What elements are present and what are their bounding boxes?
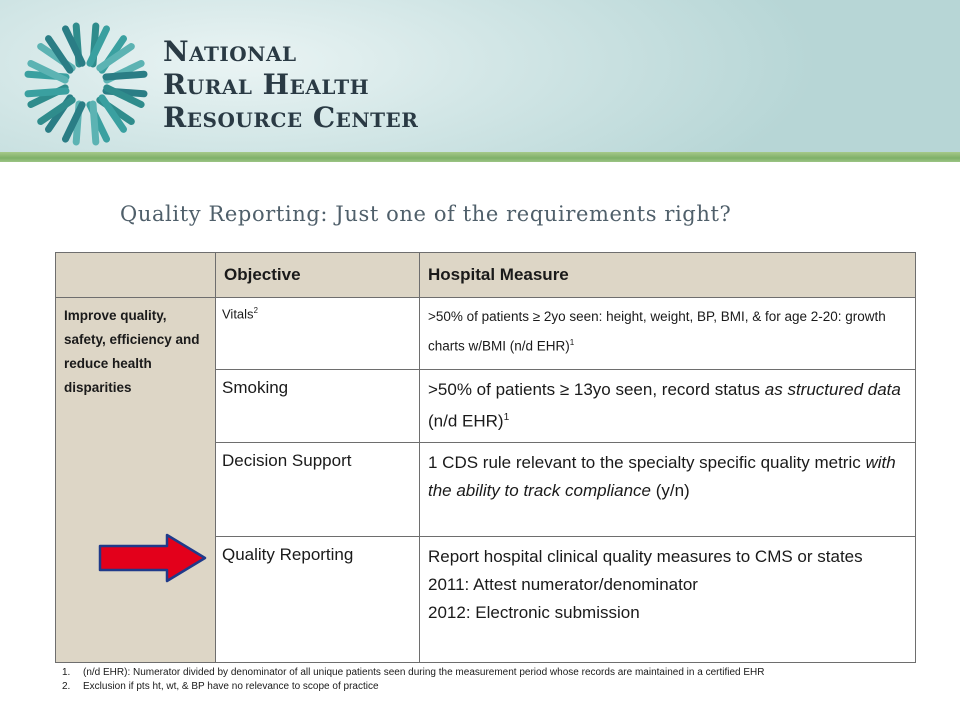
banner-stripe xyxy=(0,152,960,162)
org-line-1: National xyxy=(163,35,297,68)
logo-spoke xyxy=(106,74,144,77)
footnote-text: (n/d EHR): Numerator divided by denominator of all unique patients seen during the measurement period whose records are maintained in a certified EHR xyxy=(83,667,765,678)
footnote-number: 1. xyxy=(62,667,71,678)
logo-spoke xyxy=(93,104,96,142)
goal-cell xyxy=(56,298,216,663)
footnotes xyxy=(62,666,842,694)
slide-title: Quality Reporting: Just one of the requirements right? xyxy=(120,202,732,226)
measure-tail: (y/n) xyxy=(651,480,690,500)
measure-text: >50% of patients ≥ 2yo seen: height, weight, BP, BMI, & for age 2-20: growth charts w/BMI (n/d EHR) xyxy=(428,309,886,354)
table-header-row xyxy=(56,253,916,298)
goal-text: Improve quality, safety, efficiency and reduce health disparities xyxy=(64,308,200,395)
measure-line: Report hospital clinical quality measures to CMS or states xyxy=(428,546,863,566)
objective-cell xyxy=(216,442,420,536)
organization-name xyxy=(163,35,419,137)
measure-cell xyxy=(420,442,916,536)
objective-cell xyxy=(216,370,420,443)
measure-emphasis: with the ability to track compliance xyxy=(428,452,896,500)
right-arrow-icon xyxy=(97,532,209,584)
objective-text: Decision Support xyxy=(222,450,352,470)
measure-cell xyxy=(420,370,916,443)
measure-text: >50% of patients ≥ 13yo seen, record status xyxy=(428,380,765,399)
objective-text: Smoking xyxy=(222,378,289,397)
logo-spoke xyxy=(28,91,66,94)
measure-tail: (n/d EHR) xyxy=(428,411,504,431)
starburst-logo-icon xyxy=(22,20,150,148)
footnote-number: 2. xyxy=(62,681,71,692)
measure-line: 2011: Attest numerator/denominator xyxy=(428,574,698,594)
column-header-objective: Objective xyxy=(216,253,420,298)
objective-cell xyxy=(216,298,420,370)
measure-text: 1 CDS rule relevant to the specialty specific quality metric xyxy=(428,452,866,472)
measure-cell xyxy=(420,298,916,370)
footnote xyxy=(62,680,842,694)
org-line-2: Rural Health xyxy=(163,68,370,101)
column-header-goal xyxy=(56,253,216,298)
objective-cell xyxy=(216,536,420,662)
table-row xyxy=(56,298,916,370)
footnote xyxy=(62,666,842,680)
org-line-3: Resource Center xyxy=(163,101,419,134)
footnote-ref: 2 xyxy=(253,306,258,315)
footnote-text: Exclusion if pts ht, wt, & BP have no relevance to scope of practice xyxy=(83,681,379,692)
objective-text: Vitals xyxy=(222,306,254,322)
measure-emphasis: as structured data xyxy=(764,380,901,399)
measure-line: 2012: Electronic submission xyxy=(428,602,640,622)
objective-text: Quality Reporting xyxy=(222,544,354,564)
footnote-ref: 1 xyxy=(503,412,510,423)
footnote-ref: 1 xyxy=(569,338,575,347)
measures-table xyxy=(55,252,916,663)
column-header-measure: Hospital Measure xyxy=(420,253,916,298)
measure-cell xyxy=(420,536,916,662)
header-banner xyxy=(0,0,960,155)
